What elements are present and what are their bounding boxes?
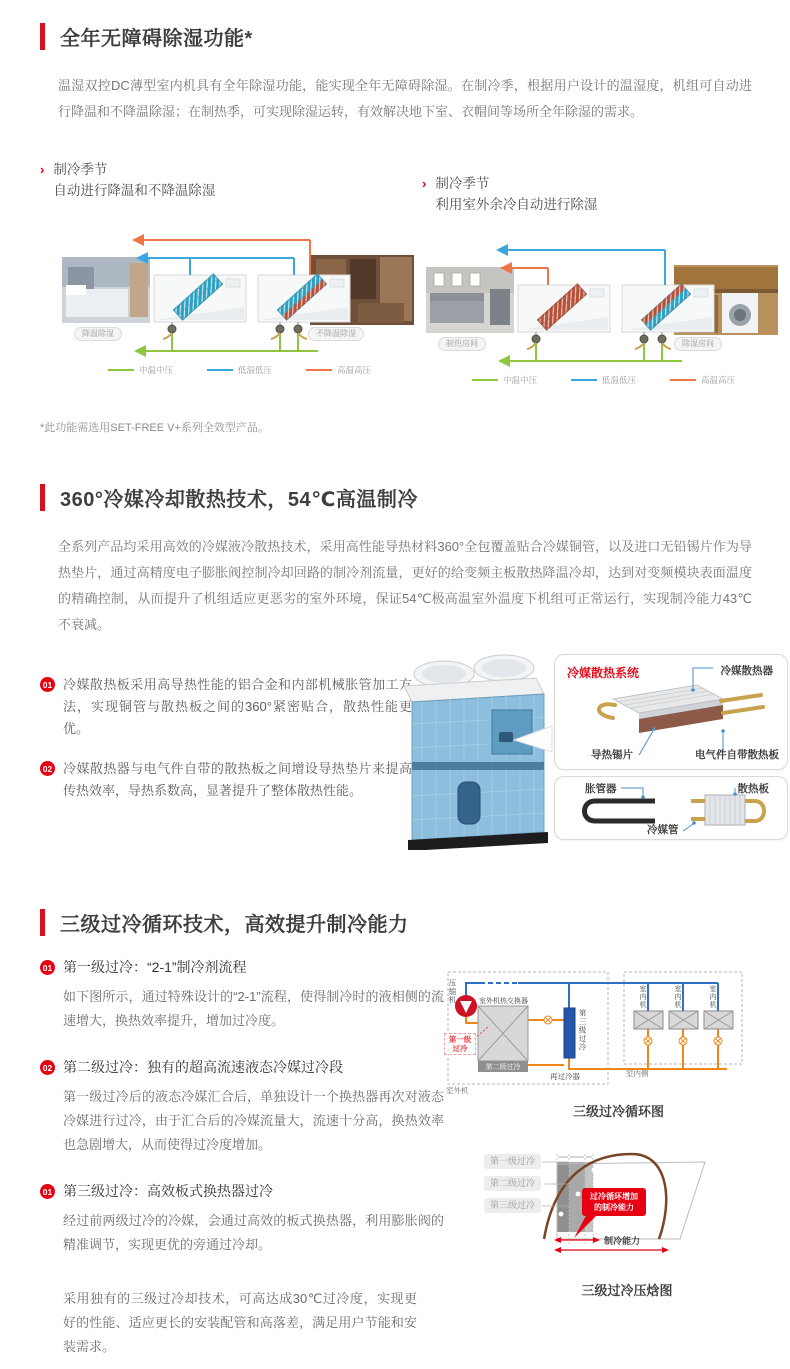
legend-label-medium: 中温中压 [139,365,174,375]
label-stage2-subcool: 第二级过冷 [485,1064,521,1071]
cycle-diagram-caption: 三级过冷循环图 [572,1104,664,1119]
feature1-header-text [53,159,215,201]
ph-diagram [446,1142,790,1299]
living-room-photo [426,267,514,333]
indoor-units [634,1011,733,1045]
room-label-cooling-left: 降温除湿 [74,327,122,341]
label-indoor-unit: 室内机 [639,985,646,1009]
legend-item-medium [108,364,173,376]
legend-line-blue [571,379,597,381]
section3-accent-bar [40,909,45,936]
cycle-diagram-art [446,961,790,1093]
ph-callout-line1: 过冷循环增加 [590,1192,638,1201]
label-outdoor-unit: 室外机 [446,1086,469,1095]
legend-label-medium: 中温中压 [503,375,538,385]
tube-expander-panel [554,776,788,840]
panel1-title: 冷媒散热系统 [567,666,640,680]
legend-label-low: 低温低压 [602,375,637,385]
chevron-right-icon: › [422,176,427,191]
ph-label-stage2: 第二级过冷 [484,1176,541,1191]
point-text: 冷媒散热器与电气件自带的散热板之间增设导热垫片来提高传热效率，导热系数高，显著提升了整体散热性能。 [63,761,412,798]
feature1-heading: 制冷季节 [53,162,108,177]
section-subcooling [0,862,790,1359]
section1-intro: 温湿双控DC薄型室内机具有全年除湿功能，能实现全年无障碍除湿。在制冷季，根据用户设计的温湿度，机组可自动进行降温和不降温除湿；在制热季，可实现除湿运转，有效解决地下室、衣帽间等场所全年除湿的需求。 [58,78,752,119]
point-item [40,674,412,740]
label-recooler: 再过冷器 [550,1072,580,1081]
feature-residual-cooling [422,173,790,389]
label-stage1-subcool: 第一级过冷 [444,1033,476,1055]
legend-line-green [108,369,134,371]
point-text: 第一级过冷后的液态冷媒汇合后，单独设计一个换热器再次对液态冷媒进行过冷，由于汇合后的冷媒流量大，流速十分高，换热效率也急剧增大，从而使得过冷度增加。 [63,1089,444,1152]
cycle-diagram-canvas [446,961,790,1093]
indoor-unit-right [258,274,350,322]
legend-line-blue [207,369,233,371]
section2-intro: 全系列产品均采用高效的冷媒液冷散热技术，采用高性能导热材料360°全包覆盖贴合冷媒铜管，以及进口无铅锡片作为导热垫片，通过高精度电子膨胀阀控制冷却回路的制冷剂流量，更好的给变频主板散热降温冷却，达到对变频模块表面温度的精确控制，从而提升了机组适应更恶劣的室外环境，保证54℃极高温室外温度下机组可正常运行，实现制冷能力43℃不衰减。 [58,539,752,632]
feature2-header [422,173,790,215]
legend-item-high [670,374,735,386]
section2-title-row [40,483,752,512]
section2-points [40,674,412,802]
legend-item-low [207,364,272,376]
chevron-right-icon: › [40,162,45,177]
expansion-valve-icons [163,322,307,339]
section1-title-row [40,22,752,51]
ph-diagram-canvas [472,1142,782,1272]
label-stage3-subcool: 第三级过冷 [578,1009,587,1052]
indoor-unit-right [622,284,714,332]
ph-callout [582,1188,646,1216]
ph-label-capacity: 制冷能力 [604,1236,641,1246]
point-number-badge: 01 [40,960,55,975]
point-heading: 第二级过冷：独有的超高流速液态冷媒过冷段 [63,1059,343,1075]
ph-callout-line2: 的制冷能力 [594,1203,634,1212]
point-number-badge: 01 [40,1184,55,1199]
feature2-header-text [435,173,597,215]
refrigerant-cooling-system-panel [554,654,788,770]
section3-closing: 采用独有的三级过冷却技术，可高达成30℃过冷度，实现更好的性能、适应更长的安装配管和高落差，满足用户节能和安装需求。 [63,1291,417,1354]
legend-item-low [571,374,636,386]
indoor-unit-left [518,284,610,332]
legend-item-high [306,364,371,376]
feature1-header [40,159,420,201]
section3-title: 三级过冷循环技术，高效提升制冷能力 [60,914,409,936]
point-text: 如下图所示，通过特殊设计的“2-1”流程，使得制冷时的液相侧的流速增大，换热效率提升，增加过冷度。 [63,989,444,1028]
section2-title: 360°冷媒冷却散热技术，54℃高温制冷 [60,489,418,511]
section3-diagrams [446,961,790,1299]
legend-item-medium [472,374,537,386]
label-compressor: 压缩机 [448,979,457,1005]
room-label-heating: 制热房间 [438,337,486,351]
point-number-badge: 01 [40,677,55,692]
point-body [63,1057,444,1157]
label-refrigerant-heatsink: 冷媒散热器 [720,665,773,677]
room-label-dehumidify: 除湿房间 [674,337,722,351]
point-heading: 第一级过冷：“2-1”制冷剂流程 [63,959,247,975]
label-outdoor-hx: 室外机热交换器 [479,998,528,1005]
legend-label-high: 高温高压 [337,365,372,375]
section2-accent-bar [40,484,45,511]
label-indoor-unit: 室内机 [709,985,716,1009]
section3-points [40,957,444,1359]
legend-line-green [472,379,498,381]
section1-title: 全年无障碍除湿功能* [60,28,253,50]
legend-line-orange [306,369,332,371]
legend-line-orange [670,379,696,381]
label-indoor-unit: 室内机 [674,985,681,1009]
section1-footnote: *此功能需选用SET-FREE V+系列全效型产品。 [40,422,269,434]
ph-label-stage1: 第一级过冷 [484,1154,541,1169]
point-number-badge: 02 [40,1060,55,1075]
feature-cooling-auto [40,159,420,379]
diagram-residual-cooling [422,237,782,389]
label-thermal-tin-sheet: 导热锡片 [591,749,633,761]
indoor-unit-left [154,274,246,322]
subcooling-cycle-diagram [446,961,790,1120]
room-label-cooling-right: 不降温除湿 [308,327,364,341]
pipe-legend [422,374,782,386]
ph-diagram-caption: 三级过冷压焓图 [581,1283,673,1298]
label-electrical-heatsink: 电气件自带散热板 [695,749,779,761]
section3-title-row [40,908,752,937]
section3-content-row [40,957,752,1359]
label-indoor-side: 室内侧 [626,1069,649,1078]
point-text: 冷媒散热板采用高导热性能的铝合金和内部机械胀管加工方法，实现铜管与散热板之间的360°紧密贴合，散热性能更优。 [63,677,412,736]
legend-label-low: 低温低压 [238,365,273,375]
diagram-cooling-season [58,227,418,379]
point-body [63,957,444,1033]
point-heading: 第三级过冷：高效板式换热器过冷 [63,1183,273,1199]
section2-panels [554,654,788,840]
bedroom-photo [62,257,150,323]
label-refrigerant-pipe: 冷媒管 [647,824,679,836]
feature-comparison [40,159,752,403]
feature2-heading: 制冷季节 [435,176,490,191]
point-item [40,957,444,1033]
point-item [40,1057,444,1157]
point-body [63,1181,444,1257]
label-heatsink-plate: 散热板 [737,783,769,795]
ph-label-stage3: 第三级过冷 [484,1198,541,1213]
section2-content-row [40,662,779,862]
point-number-badge: 02 [40,761,55,776]
section-cooling-tech [0,435,790,862]
point-text: 经过前两级过冷的冷媒，会通过高效的板式换热器，利用膨胀阀的精准调节，实现更优的旁通过冷却。 [63,1213,444,1252]
point-item [40,1181,444,1257]
feature2-subheading: 利用室外余冷自动进行除湿 [435,197,598,212]
feature1-subheading: 自动进行降温和不降温除湿 [53,183,216,198]
point-item [40,758,412,802]
label-tube-expander: 胀管器 [585,783,617,795]
expansion-valve-icons [527,332,671,349]
pipe-legend [58,364,418,376]
section-dehumidify [0,0,790,435]
legend-label-high: 高温高压 [701,375,736,385]
section1-accent-bar [40,23,45,50]
outdoor-unit-illustration [396,644,554,850]
